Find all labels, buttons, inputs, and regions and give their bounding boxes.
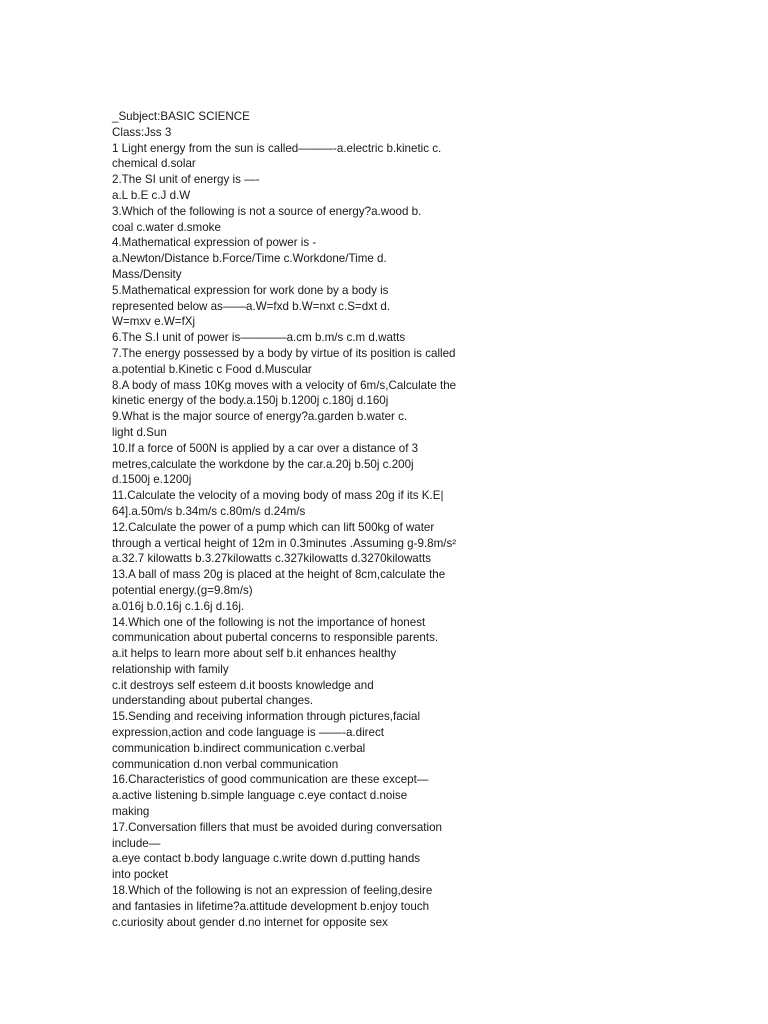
text-line: a.L b.E c.J d.W bbox=[112, 188, 191, 202]
text-line: a.016j b.0.16j c.1.6j d.16j. bbox=[112, 599, 245, 613]
text-line: 3.Which of the following is not a source of energy?a.wood b. bbox=[112, 204, 422, 218]
text-line: _Subject:BASIC SCIENCE bbox=[112, 110, 250, 123]
text-line: and fantasies in lifetime?a.attitude development b.enjoy touch bbox=[112, 899, 430, 913]
text-line: into pocket bbox=[112, 868, 169, 882]
text-line: 14.Which one of the following is not the importance of honest bbox=[112, 615, 426, 629]
text-line: 18.Which of the following is not an expression of feeling,desire bbox=[112, 884, 433, 898]
text-line: 11.Calculate the velocity of a moving body of mass 20g if its K.E| bbox=[112, 489, 444, 503]
text-line: 1 Light energy from the sun is called———-a.electric b.kinetic c. bbox=[112, 141, 442, 155]
text-line: 6.The S.I unit of power is————a.cm b.m/s c.m d.watts bbox=[112, 331, 406, 345]
text-line: 15.Sending and receiving information through pictures,facial bbox=[112, 710, 421, 724]
text-line: coal c.water d.smoke bbox=[112, 220, 221, 234]
text-line: understanding about pubertal changes. bbox=[112, 694, 314, 708]
text-line: c.curiosity about gender d.no internet for opposite sex bbox=[112, 915, 388, 929]
text-line: a.Newton/Distance b.Force/Time c.Workdone/Time d. bbox=[112, 252, 387, 266]
text-line: making bbox=[112, 805, 150, 819]
text-line: kinetic energy of the body.a.150j b.1200j c.180j d.160j bbox=[112, 394, 389, 408]
text-line: a.potential b.Kinetic c Food d.Muscular bbox=[112, 362, 312, 376]
text-line: 4.Mathematical expression of power is - bbox=[112, 236, 317, 250]
text-line: 5.Mathematical expression for work done by a body is bbox=[112, 283, 389, 297]
text-line: 64].a.50m/s b.34m/s c.80m/s d.24m/s bbox=[112, 504, 306, 518]
text-line: communication about pubertal concerns to responsible parents. bbox=[112, 631, 439, 645]
text-line: a.active listening b.simple language c.eye contact d.noise bbox=[112, 789, 408, 803]
question-sheet bbox=[112, 109, 472, 930]
text-line: 9.What is the major source of energy?a.garden b.water c. bbox=[112, 410, 408, 424]
text-line: represented below as——a.W=fxd b.W=nxt c.S=dxt d. bbox=[112, 299, 391, 313]
text-line: a.eye contact b.body language c.write down d.putting hands bbox=[112, 852, 421, 866]
text-line: 7.The energy possessed by a body by virtue of its position is called bbox=[112, 346, 456, 360]
text-line: relationship with family bbox=[112, 662, 229, 676]
text-line: a.32.7 kilowatts b.3.27kilowatts c.327kilowatts d.3270kilowatts bbox=[112, 552, 431, 566]
text-line: potential energy.(g=9.8m/s) bbox=[112, 583, 253, 597]
text-line: d.1500j e.1200j bbox=[112, 473, 192, 487]
text-line: Class:Jss 3 bbox=[112, 125, 172, 139]
text-line: W=mxv e.W=fXj bbox=[112, 315, 196, 329]
text-line: 12.Calculate the power of a pump which can lift 500kg of water bbox=[112, 520, 435, 534]
text-line: metres,calculate the workdone by the car.a.20j b.50j c.200j bbox=[112, 457, 414, 471]
text-line: a.it helps to learn more about self b.it enhances healthy bbox=[112, 647, 397, 661]
text-line: expression,action and code language is ——-a.direct bbox=[112, 726, 384, 740]
text-line: light d.Sun bbox=[112, 425, 167, 439]
text-line: chemical d.solar bbox=[112, 157, 196, 171]
text-line: include— bbox=[112, 836, 161, 850]
text-line: 16.Characteristics of good communication are these except— bbox=[112, 773, 429, 787]
text-line: Mass/Density bbox=[112, 267, 182, 281]
text-line: 13.A ball of mass 20g is placed at the height of 8cm,calculate the bbox=[112, 568, 446, 582]
text-line: 10.If a force of 500N is applied by a car over a distance of 3 bbox=[112, 441, 419, 455]
text-line: through a vertical height of 12m in 0.3minutes .Assuming g-9.8m/s² bbox=[112, 536, 457, 550]
text-line: communication b.indirect communication c.verbal bbox=[112, 741, 366, 755]
text-line: 2.The SI unit of energy is —- bbox=[112, 173, 260, 187]
text-line: 17.Conversation fillers that must be avoided during conversation bbox=[112, 820, 442, 834]
text-line: communication d.non verbal communication bbox=[112, 757, 339, 771]
text-line: c.it destroys self esteem d.it boosts knowledge and bbox=[112, 678, 374, 692]
text-line: 8.A body of mass 10Kg moves with a velocity of 6m/s,Calculate the bbox=[112, 378, 457, 392]
